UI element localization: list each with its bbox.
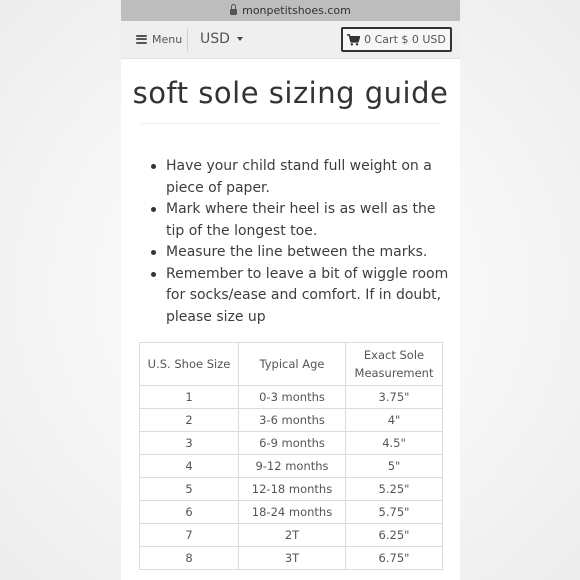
site-header (121, 21, 460, 59)
cell-shoe-size: 2 (140, 409, 239, 432)
table-row (140, 524, 443, 547)
header-shoe-size: U.S. Shoe Size (140, 343, 239, 386)
cell-sole-measurement: 4" (346, 409, 443, 432)
cell-typical-age: 3-6 months (239, 409, 346, 432)
menu-button[interactable] (136, 29, 182, 49)
cell-typical-age: 2T (239, 524, 346, 547)
menu-icon (136, 35, 147, 44)
table-row (140, 478, 443, 501)
cell-sole-measurement: 6.75" (346, 547, 443, 570)
cell-shoe-size: 7 (140, 524, 239, 547)
table-header-row (140, 343, 443, 386)
cart-label: 0 Cart $ 0 USD (364, 33, 446, 46)
cell-shoe-size: 5 (140, 478, 239, 501)
currency-selector[interactable] (200, 29, 243, 49)
cell-typical-age: 0-3 months (239, 386, 346, 409)
table-row (140, 409, 443, 432)
browser-url-bar[interactable] (121, 0, 460, 21)
instruction-item: Remember to leave a bit of wiggle room for socks/ease and comfort. If in doubt, please size up (149, 264, 449, 329)
cell-typical-age: 6-9 months (239, 432, 346, 455)
measuring-instructions (149, 156, 449, 328)
menu-label: Menu (152, 32, 183, 46)
cell-sole-measurement: 4.5" (346, 432, 443, 455)
currency-value: USD (200, 31, 230, 47)
table-row (140, 455, 443, 478)
title-divider (141, 123, 440, 124)
instruction-item: Measure the line between the marks. (149, 242, 449, 264)
cart-button[interactable] (341, 27, 452, 52)
lock-icon (230, 9, 237, 15)
nav-divider (187, 28, 188, 52)
instruction-item: Have your child stand full weight on a piece of paper. (149, 156, 449, 199)
url-text: monpetitshoes.com (242, 4, 351, 17)
cell-shoe-size: 1 (140, 386, 239, 409)
cell-sole-measurement: 5.25" (346, 478, 443, 501)
cell-shoe-size: 8 (140, 547, 239, 570)
header-sole-measurement: Exact Sole Measurement (346, 343, 443, 386)
header-typical-age: Typical Age (239, 343, 346, 386)
cell-shoe-size: 6 (140, 501, 239, 524)
cell-shoe-size: 4 (140, 455, 239, 478)
cell-sole-measurement: 5.75" (346, 501, 443, 524)
caret-down-icon (237, 37, 243, 41)
cell-sole-measurement: 5" (346, 455, 443, 478)
table-row (140, 501, 443, 524)
size-chart-table (139, 342, 443, 570)
page-title: soft sole sizing guide (132, 76, 449, 110)
cell-typical-age: 12-18 months (239, 478, 346, 501)
instruction-item: Mark where their heel is as well as the tip of the longest toe. (149, 199, 449, 242)
cell-typical-age: 9-12 months (239, 455, 346, 478)
table-row (140, 432, 443, 455)
cell-sole-measurement: 6.25" (346, 524, 443, 547)
cell-typical-age: 18-24 months (239, 501, 346, 524)
table-row (140, 547, 443, 570)
cell-typical-age: 3T (239, 547, 346, 570)
phone-screen (121, 0, 460, 580)
table-row (140, 386, 443, 409)
cell-shoe-size: 3 (140, 432, 239, 455)
cart-icon (347, 34, 360, 46)
cell-sole-measurement: 3.75" (346, 386, 443, 409)
